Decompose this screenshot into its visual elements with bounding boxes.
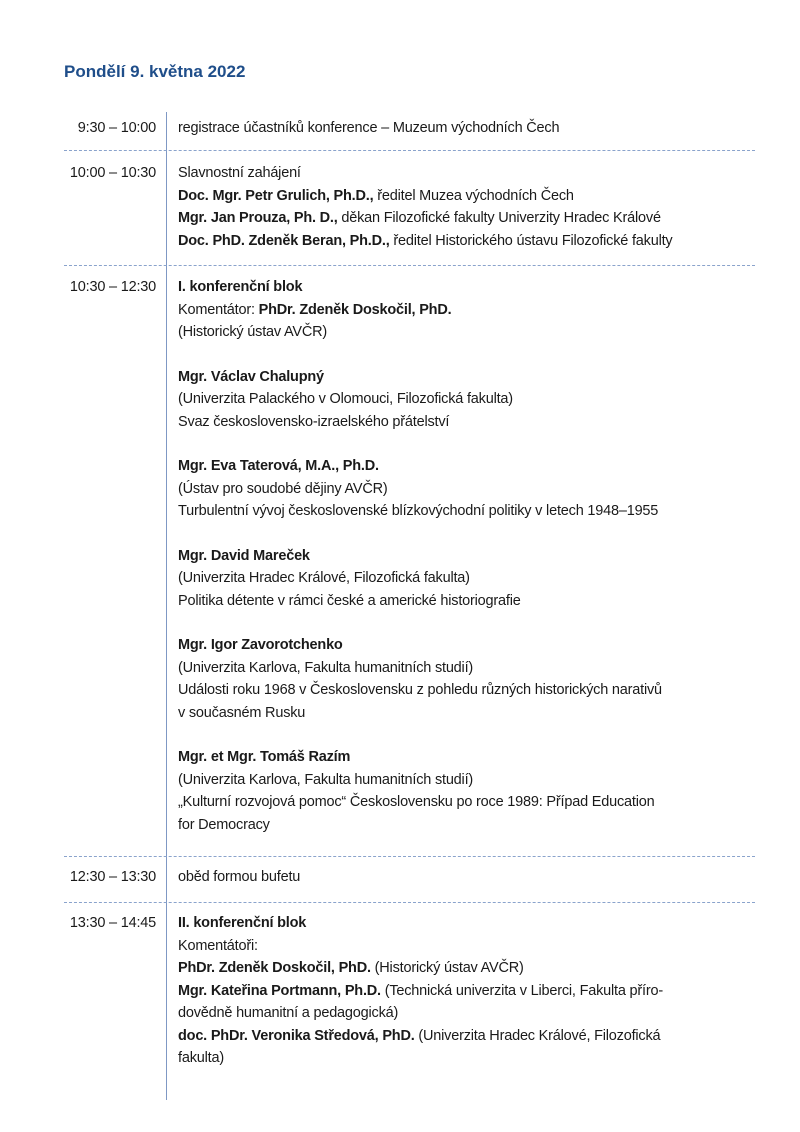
person-name: Mgr. Jan Prouza, Ph. D., [178,210,338,226]
block-title: I. konferenční blok [178,279,303,295]
person-name: Doc. Mgr. Petr Grulich, Ph.D., [178,187,374,204]
commentator [178,957,758,980]
slot-divider [64,150,755,151]
opening-person [178,230,758,253]
talk-title: Svaz československo-izraelského přátelství [178,413,450,430]
talk-affiliation: (Univerzita Karlova, Fakulta humanitních studií) [178,771,474,788]
talk-affiliation: (Univerzita Karlova, Fakulta humanitních studií) [178,659,474,676]
commentator-name: Mgr. Kateřina Portmann, Ph.D. [178,982,381,999]
slot-time: 13:30 – 14:45 [69,915,156,931]
slot-time: 10:00 – 10:30 [69,165,156,181]
person-role: děkan Filozofické fakulty Univerzity Hradec Králové [337,210,661,226]
slot-time: 9:30 – 10:00 [77,120,156,136]
commentator-affiliation: fakulta) [178,1050,224,1066]
slot-registration [178,117,758,140]
talk-speaker: Mgr. Václav Chalupný [178,368,324,385]
talk-speaker: Mgr. Igor Zavorotchenko [178,637,343,653]
talk-affiliation: (Univerzita Palackého v Olomouci, Filozofická fakulta) [178,391,513,407]
person-role: ředitel Muzea východních Čech [373,187,574,204]
day-title: Pondělí 9. května 2022 [64,62,246,81]
commentator-name: PhDr. Zdeněk Doskočil, PhD. [178,960,371,976]
commentator [178,1025,758,1048]
talk-speaker: Mgr. David Mareček [178,547,310,564]
talk-speaker: Mgr. et Mgr. Tomáš Razím [178,749,351,765]
talk-speaker: Mgr. Eva Taterová, M.A., Ph.D. [178,458,379,474]
slot-opening [178,162,758,252]
opening-person [178,207,758,230]
block-title: II. konferenční blok [178,915,307,931]
talk-title: v současném Rusku [178,704,306,721]
commentator-affiliation: (Univerzita Hradec Králové, Filozofická [414,1027,661,1044]
commentator [178,299,758,322]
slot-text: registrace účastníků konference – Muzeum východních Čech [178,120,560,136]
talk-affiliation: (Univerzita Hradec Králové, Filozofická fakulta) [178,570,470,586]
commentator [178,980,758,1003]
commentator-affiliation: dovědně humanitní a pedagogická) [178,1005,399,1021]
talk-title: Turbulentní vývoj československé blízkovýchodní politiky v letech 1948–1955 [178,503,659,519]
commentator-name: PhDr. Zdeněk Doskočil, PhD. [258,301,452,318]
opening-person [178,185,758,208]
commentator-affiliation: (Technická univerzita v Liberci, Fakulta příro- [380,982,663,999]
talk-title: Politika détente v rámci české a americké historiografie [178,592,521,609]
slot-lunch [178,866,758,889]
person-name: Doc. PhD. Zdeněk Beran, Ph.D., [178,232,390,249]
person-role: ředitel Historického ústavu Filozofické fakulty [389,232,673,249]
slot-block-1 [178,276,758,836]
talk-title: Události roku 1968 v Československu z pohledu různých historických narativů [178,682,662,698]
slot-divider [64,902,755,903]
talk-title: for Democracy [178,816,270,833]
slot-divider [64,856,755,857]
timeline-vertical-rule [166,112,167,1100]
talk-title: „Kulturní rozvojová pomoc“ Československu po roce 1989: Případ Education [178,794,655,810]
commentators-label: Komentátoři: [178,937,258,954]
slot-time: 10:30 – 12:30 [69,279,156,295]
commentator-label: Komentátor: [178,301,259,318]
talk-affiliation: (Ústav pro soudobé dějiny AVČR) [178,480,388,497]
slot-time: 12:30 – 13:30 [69,869,156,885]
slot-text: oběd formou bufetu [178,869,301,885]
slot-divider [64,265,755,266]
commentator-affiliation: (Historický ústav AVČR) [370,960,524,976]
slot-heading: Slavnostní zahájení [178,165,301,181]
commentator-affiliation: (Historický ústav AVČR) [178,324,328,340]
commentator-name: doc. PhDr. Veronika Středová, PhD. [178,1027,415,1044]
slot-block-2 [178,912,758,1070]
